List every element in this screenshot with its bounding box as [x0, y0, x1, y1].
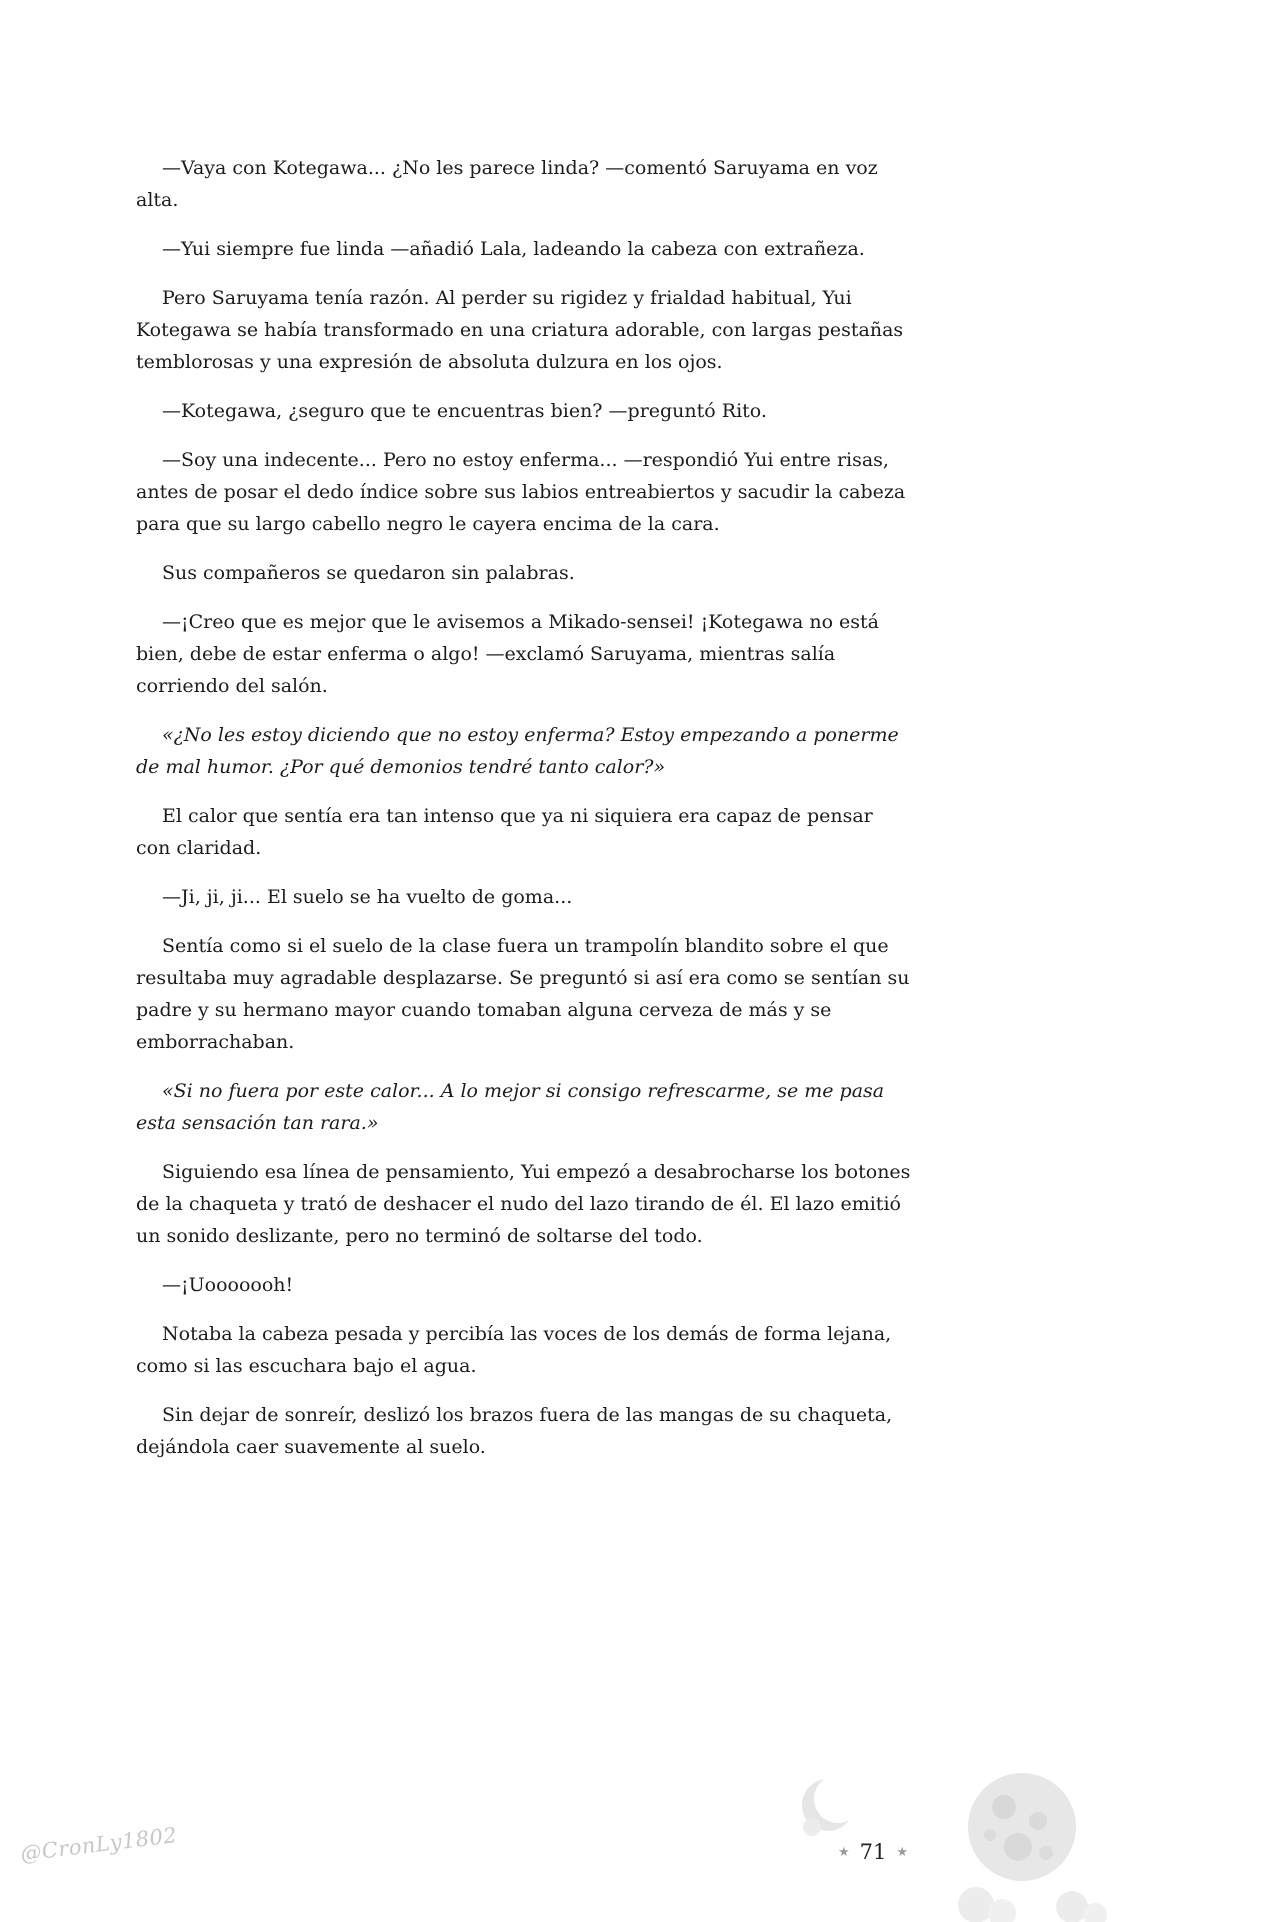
paragraph: Sus compañeros se quedaron sin palabras. — [162, 562, 575, 584]
paragraph: Pero Saruyama tenía razón. Al perder su rigidez y frialdad habitual, Yui Kotegawa se había transformado en una criatura adorable, con largas pestañas temblorosas y una expresión de absoluta dulzura en los ojos. — [136, 287, 904, 373]
paragraph: —¡Creo que es mejor que le avisemos a Mikado-sensei! ¡Kotegawa no está bien, debe de estar enferma o algo! —exclamó Saruyama, mientras salía corriendo del salón. — [136, 611, 879, 697]
page-footer — [838, 1842, 908, 1863]
paragraph: Siguiendo esa línea de pensamiento, Yui empezó a desabrocharse los botones de la chaqueta y trató de deshacer el nudo del lazo tirando de él. El lazo emitió un sonido deslizante, pero no terminó de soltarse del todo. — [136, 1161, 911, 1247]
cloud-icon — [958, 1887, 1107, 1922]
thought-paragraph: «Si no fuera por este calor... A lo mejor si consigo refrescarme, se me pasa esta sensación tan rara.» — [136, 1080, 885, 1134]
paragraph: Notaba la cabeza pesada y percibía las voces de los demás de forma lejana, como si las escuchara bajo el agua. — [136, 1323, 892, 1377]
page-text-block — [136, 152, 912, 1480]
paragraph: —¡Uooooooh! — [162, 1274, 294, 1296]
star-icon: ★ — [838, 1845, 850, 1860]
star-icon: ★ — [896, 1845, 909, 1860]
paragraph: —Ji, ji, ji... El suelo se ha vuelto de goma... — [162, 886, 573, 908]
paragraph: —Kotegawa, ¿seguro que te encuentras bien? —preguntó Rito. — [162, 400, 767, 422]
moon-graphic — [790, 1755, 1280, 1922]
paragraph: Sin dejar de sonreír, deslizó los brazos fuera de las mangas de su chaqueta, dejándola caer suavemente al suelo. — [136, 1404, 893, 1458]
full-moon-icon — [968, 1773, 1076, 1881]
paragraph: —Vaya con Kotegawa... ¿No les parece linda? —comentó Saruyama en voz alta. — [136, 157, 878, 211]
paragraph: El calor que sentía era tan intenso que ya ni siquiera era capaz de pensar con claridad. — [136, 805, 873, 859]
paragraph: Sentía como si el suelo de la clase fuera un trampolín blandito sobre el que resultaba muy agradable desplazarse. Se preguntó si así era como se sentían su padre y su hermano mayor cuando tomaban alguna cerveza de más y se emborrachaban. — [136, 935, 910, 1053]
thought-paragraph: «¿No les estoy diciendo que no estoy enferma? Estoy empezando a ponerme de mal humor. ¿Por qué demonios tendré tanto calor?» — [136, 724, 899, 778]
crescent-icon — [802, 1775, 862, 1836]
watermark: @CronLy1802 — [19, 1822, 179, 1866]
page-number: 71 — [859, 1840, 887, 1864]
paragraph: —Soy una indecente... Pero no estoy enferma... —respondió Yui entre risas, antes de posar el dedo índice sobre sus labios entreabiertos y sacudir la cabeza para que su largo cabello negro le cayera encima de la cara. — [136, 449, 906, 535]
paragraph: —Yui siempre fue linda —añadió Lala, ladeando la cabeza con extrañeza. — [162, 238, 865, 260]
